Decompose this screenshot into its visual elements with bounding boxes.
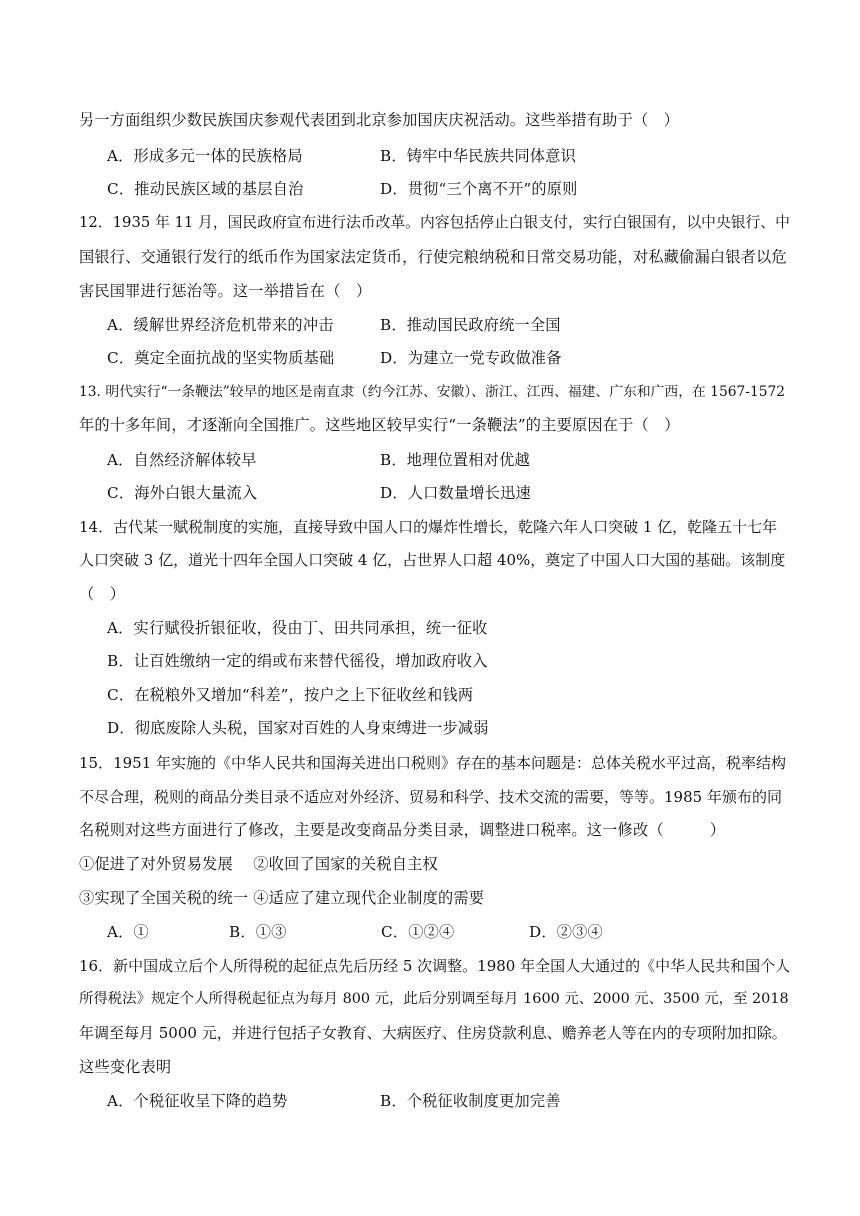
q12-stem-line-2: 国银行、交通银行发行的纸币作为国家法定货币，行使完粮纳税和日常交易功能，对私藏偷漏白银者以危: [79, 248, 787, 266]
q11-option-a[interactable]: A．形成多元一体的民族格局: [107, 147, 303, 165]
q13-option-a[interactable]: A．自然经济解体较早: [107, 451, 257, 469]
q12-option-c[interactable]: C．奠定全面抗战的坚实物质基础: [107, 349, 335, 367]
q16-option-a[interactable]: A．个税征收呈下降的趋势: [107, 1092, 288, 1110]
q14-stem-line-3: （ ）: [79, 585, 126, 603]
q15-stem-line-1: 15．1951 年实施的《中华人民共和国海关进出口税则》存在的基本问题是：总体关税水平过高，税率结构: [79, 754, 787, 772]
q13-option-d[interactable]: D．人口数量增长迅速: [380, 484, 531, 502]
q13-option-b[interactable]: B．地理位置相对优越: [380, 451, 530, 469]
q14-stem-line-2: 人口突破 3 亿，道光十四年全国人口突破 4 亿，占世界人口超 40%，奠定了中国人口大国的基础。该制度: [79, 551, 786, 569]
q15-option-c[interactable]: C．①②④: [381, 923, 455, 941]
q14-option-b[interactable]: B．让百姓缴纳一定的绢或布来替代徭役，增加政府收入: [107, 652, 488, 670]
q11-stem-tail: 另一方面组织少数民族国庆参观代表团到北京参加国庆庆祝活动。这些举措有助于（ ）: [79, 111, 680, 129]
q14-option-c[interactable]: C．在税粮外又增加“科差”，按户之上下征收丝和钱两: [107, 686, 474, 704]
q14-option-a[interactable]: A．实行赋役折银征收，役由丁、田共同承担，统一征收: [107, 619, 488, 637]
q14-option-d[interactable]: D．彻底废除人头税，国家对百姓的人身束缚进一步减弱: [107, 719, 489, 737]
q13-option-c[interactable]: C．海外白银大量流入: [107, 484, 258, 502]
q15-statement-line-2: ③实现了全国关税的统一 ④适应了建立现代企业制度的需要: [79, 889, 485, 907]
q16-stem-line-4: 这些变化表明: [79, 1058, 172, 1076]
q12-option-d[interactable]: D．为建立一党专政做准备: [380, 349, 562, 367]
q15-option-b[interactable]: B．①③: [229, 923, 287, 941]
q16-stem-line-3: 年调至每月 5000 元，并进行包括子女教育、大病医疗、住房贷款利息、赡养老人等在内的专项附加扣除。: [79, 1024, 787, 1042]
q11-option-c[interactable]: C．推动民族区域的基层自治: [107, 180, 304, 198]
q14-stem-line-1: 14．古代某一赋税制度的实施，直接导致中国人口的爆炸性增长，乾隆六年人口突破 1 亿，乾隆五十七年: [79, 518, 778, 536]
q13-stem-line-2: 年的十多年间，才逐渐向全国推广。这些地区较早实行“一条鞭法”的主要原因在于（ ）: [79, 416, 680, 434]
q12-option-a[interactable]: A．缓解世界经济危机带来的冲击: [107, 316, 334, 334]
q12-stem-line-3: 害民国罪进行惩治等。这一举措旨在（ ）: [79, 282, 372, 300]
q12-option-b[interactable]: B．推动国民政府统一全国: [380, 316, 561, 334]
q13-stem-line-1: 13. 明代实行“一条鞭法”较早的地区是南直隶（约今江苏、安徽）、浙江、江西、福建、广东和广西，在 1567-1572: [79, 384, 786, 400]
q11-option-b[interactable]: B．铸牢中华民族共同体意识: [380, 147, 577, 165]
q16-stem-line-1: 16．新中国成立后个人所得税的起征点先后历经 5 次调整。1980 年全国人大通过的《中华人民共和国个人: [79, 957, 791, 975]
q15-stem-line-2: 不尽合理，税则的商品分类目录不适应对外经济、贸易和科学、技术交流的需要，等等。1985 年颁布的同: [79, 788, 782, 806]
q15-option-d[interactable]: D．②③④: [529, 923, 603, 941]
q15-stem-line-3: 名税则对这些方面进行了修改，主要是改变商品分类目录，调整进口税率。这一修改（ ）: [79, 821, 726, 839]
q15-option-a[interactable]: A．①: [107, 923, 149, 941]
q11-option-d[interactable]: D．贯彻“三个离不开”的原则: [380, 180, 578, 198]
q15-statement-line-1: ①促进了对外贸易发展 ②收回了国家的关税自主权: [79, 855, 438, 873]
q16-stem-line-2: 所得税法》规定个人所得税起征点为每月 800 元，此后分别调至每月 1600 元、2000 元、3500 元，至 2018: [79, 991, 789, 1007]
q16-option-b[interactable]: B．个税征收制度更加完善: [380, 1092, 561, 1110]
q12-stem-line-1: 12．1935 年 11 月，国民政府宣布进行法币改革。内容包括停止白银支付，实行白银国有，以中央银行、中: [79, 214, 790, 231]
